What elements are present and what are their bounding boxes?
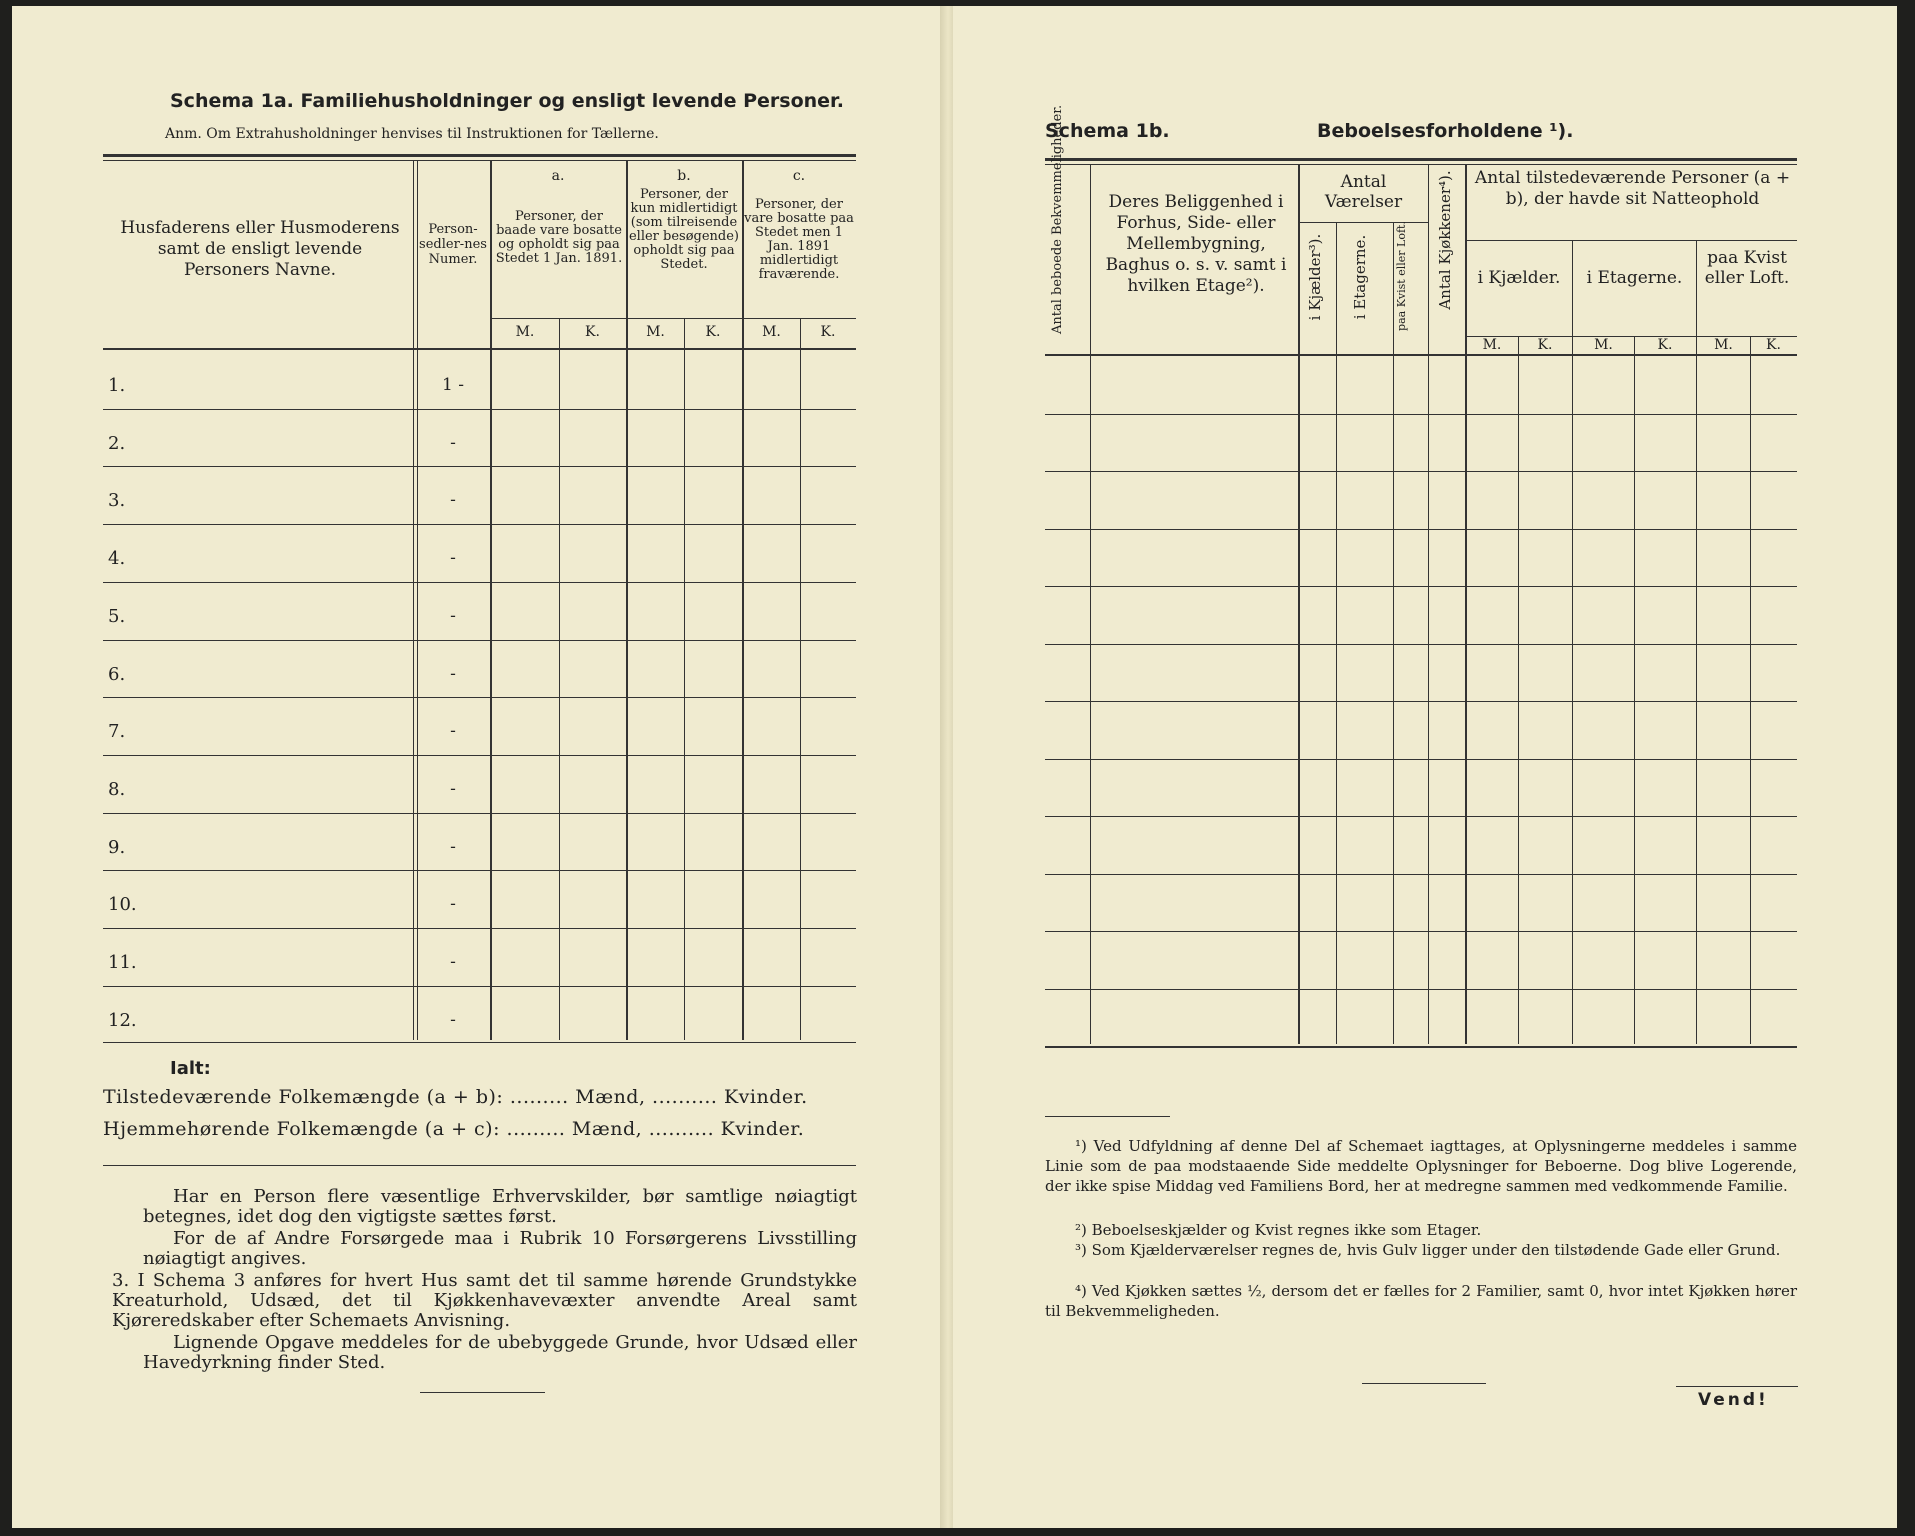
right-mk-rule [1466,336,1797,337]
row-number-label: 5. [108,605,126,627]
row-number-label: 3. [108,490,126,512]
col-a-k: K. [585,324,600,340]
left-vline [559,318,560,1040]
footnote-rule [1045,1116,1170,1117]
right-header-bottom-rule [1045,354,1797,356]
row-number-label: 8. [108,778,126,800]
right-row-rule [1045,874,1797,875]
left-vline [413,160,414,1040]
row-number-label: 6. [108,663,126,685]
left-vline [490,160,492,1040]
row-rule [103,755,856,756]
instr-top-rule [103,1165,856,1166]
col-kjokkener: Antal Kjøkkener⁴). [1436,170,1454,310]
col-c-letter: c. [792,168,806,184]
schema-1b-title: Beboelsesforholdene ¹). [1317,120,1574,142]
right-vline [1465,164,1467,1044]
row-number-label: 2. [108,432,126,454]
row-number-label: 1. [108,375,126,396]
col-antal-personer: Antal tilstedeværende Personer (a + b), der havde sit Natteophold [1474,168,1791,209]
col-i-kjaelder: i Kjælder. [1477,268,1561,288]
schema-1a-note: Anm. Om Extrahusholdninger henvises til Instruktionen for Tællerne. [165,126,659,142]
col-a-header: Personer, der baade vare bosatte og opholdt sig paa Stedet 1 Jan. 1891. [495,209,623,266]
left-vline [684,318,685,1040]
kv-k: K. [1766,337,1781,353]
left-vline [742,160,744,1040]
right-vline [1393,222,1394,1044]
schema-1b-label: Schema 1b. [1045,120,1170,142]
col-c-k: K. [820,324,836,340]
col-etagerne: i Etagerne. [1351,234,1369,320]
col-kvist: paa Kvist eller Loft. [1395,221,1408,331]
et-k: K. [1657,337,1673,353]
right-row-rule [1045,989,1797,990]
mk-header-rule [491,318,856,319]
person-number: - [450,548,456,569]
footnote-3: ³) Som Kjælderværelser regnes de, hvis Gulv ligger under den tilstødende Gade eller Grund. [1075,1241,1781,1259]
person-number: - [450,894,456,915]
col-c-header: Personer, der vare bosatte paa Stedet men 1 Jan. 1891 midlertidigt fraværende. [744,197,854,282]
left-table-bottom-rule [103,1042,856,1043]
person-number: - [450,778,456,799]
person-number: - [450,432,456,453]
kv-m: M. [1714,337,1733,353]
row-number-label: 7. [108,721,126,743]
col-antal-beboede: Antal beboede Bekvemmeligheder. [1050,104,1065,334]
col-header-number: Person-sedler-nes Numer. [419,222,487,267]
row-rule [103,466,856,467]
sum-tilstedevaerende: Tilstedeværende Folkemængde (a + b): ......... Mænd, .......... Kvinder. [103,1086,808,1108]
left-table-top-rule [103,154,856,157]
person-number: - [450,490,456,511]
person-number: 1 - [442,375,464,395]
row-rule [103,640,856,641]
left-header-bottom-rule [103,348,856,350]
person-number: - [450,836,456,857]
right-row-rule [1045,701,1797,702]
col-header-name: Husfaderens eller Husmoderens samt de ensligt levende Personers Navne. [120,218,400,280]
right-vline [1336,222,1337,1044]
closing-rule-right [1362,1383,1486,1384]
row-rule [103,409,856,410]
col-b-letter: b. [677,168,691,184]
person-number: - [450,721,456,742]
row-rule [103,986,856,987]
instruction-4: Lignende Opgave meddeles for de ubebyggede Grunde, hvor Udsæd eller Havedyrkning finder Sted. [143,1332,857,1373]
row-number-label: 10. [108,894,137,916]
footnote-2: ²) Beboelseskjælder og Kvist regnes ikke som Etager. [1075,1221,1482,1239]
footnote-4: ⁴) Ved Kjøkken sættes ½, dersom det er fælles for 2 Familier, samt 0, hvor intet Kjøkken hører til Bekvemmeligheden. [1045,1282,1797,1320]
vend-rule [1676,1386,1798,1387]
row-rule [103,870,856,871]
right-vline [1428,164,1429,1044]
right-row-rule [1045,931,1797,932]
col-antal-vaerelser: Antal Værelser [1324,172,1403,212]
right-table-top-rule [1045,158,1797,161]
right-vline [1750,336,1751,1044]
kj-k: K. [1537,337,1553,353]
footnote-1: ¹) Ved Udfyldning af denne Del af Schemaet iagttages, at Oplysningerne meddeles i samme Linie som de paa modstaaende Side meddelte Oplysninger for Beboerne. Dog blive Logerende, der ikke spise Middag ved Familiens Bord, her at medregne sammen med vedkommende Familie. [1045,1137,1797,1195]
instruction-2: For de af Andre Forsørgede maa i Rubrik 10 Forsørgerens Livsstilling nøiagtigt angives. [143,1228,857,1269]
right-table-bottom-rule [1045,1046,1797,1048]
schema-1a-title: Schema 1a. Familiehusholdninger og ensligt levende Personer. [170,90,844,112]
col-b-header: Personer, der kun midlertidigt (som tilreisende eller besøgende) opholdt sig paa Stedet. [628,187,740,272]
right-vline [1090,164,1091,1044]
col-a-letter: a. [551,168,565,184]
kj-m: M. [1482,337,1502,353]
row-number-label: 4. [108,548,126,570]
row-rule [103,813,856,814]
right-vline [1518,336,1519,1044]
right-row-rule [1045,644,1797,645]
et-m: M. [1594,337,1613,353]
personer-sub-rule [1466,240,1797,241]
right-vline [1298,164,1300,1044]
col-b-m: M. [646,324,665,340]
person-number: - [450,663,456,684]
col-beliggenhed: Deres Beliggenhed i Forhus, Side- eller Mellembygning, Baghus o. s. v. samt i hvilken Etage²). [1105,192,1287,296]
col-kjaelder: i Kjælder³). [1306,233,1324,321]
left-vline [626,160,628,1040]
right-row-rule [1045,529,1797,530]
row-rule [103,697,856,698]
vend-label: Vend! [1698,1390,1769,1410]
right-vline [1572,240,1573,1044]
row-rule [103,524,856,525]
right-row-rule [1045,816,1797,817]
left-vline [800,318,801,1040]
ialt-label: Ialt: [170,1058,211,1079]
right-vline [1696,240,1697,1044]
col-paa-kvist: paa Kvist eller Loft. [1704,248,1790,288]
right-table-top-rule-thin [1045,164,1797,165]
row-rule [103,928,856,929]
row-rule [103,582,856,583]
right-row-rule [1045,586,1797,587]
sum-hjemmehorende: Hjemmehørende Folkemængde (a + c): ......... Mænd, .......... Kvinder. [103,1118,805,1140]
col-i-etagerne: i Etagerne. [1586,268,1683,288]
person-number: - [450,1009,456,1030]
instruction-3: 3. I Schema 3 anføres for hvert Hus samt det til samme hørende Grundstykke Kreaturhold, Udsæd, det til Kjøkkenhavevæxter anvendte Areal samt Kjøreredskaber efter Schemaets Anvisning. [112,1270,857,1331]
closing-rule [420,1392,545,1393]
row-number-label: 9. [108,836,126,858]
col-b-k: K. [705,324,721,340]
col-c-m: M. [762,324,781,340]
col-a-m: M. [515,324,535,340]
right-row-rule [1045,414,1797,415]
row-number-label: 11. [108,952,137,973]
left-vline [417,160,418,1040]
instruction-1: Har en Person flere væsentlige Erhvervskilder, bør samtlige nøiagtigt betegnes, idet dog den vigtigste sættes først. [143,1186,857,1227]
person-number: - [450,605,456,626]
row-number-label: 12. [108,1009,137,1031]
right-vline [1634,336,1635,1044]
person-number: - [450,952,456,972]
right-row-rule [1045,471,1797,472]
right-row-rule [1045,759,1797,760]
